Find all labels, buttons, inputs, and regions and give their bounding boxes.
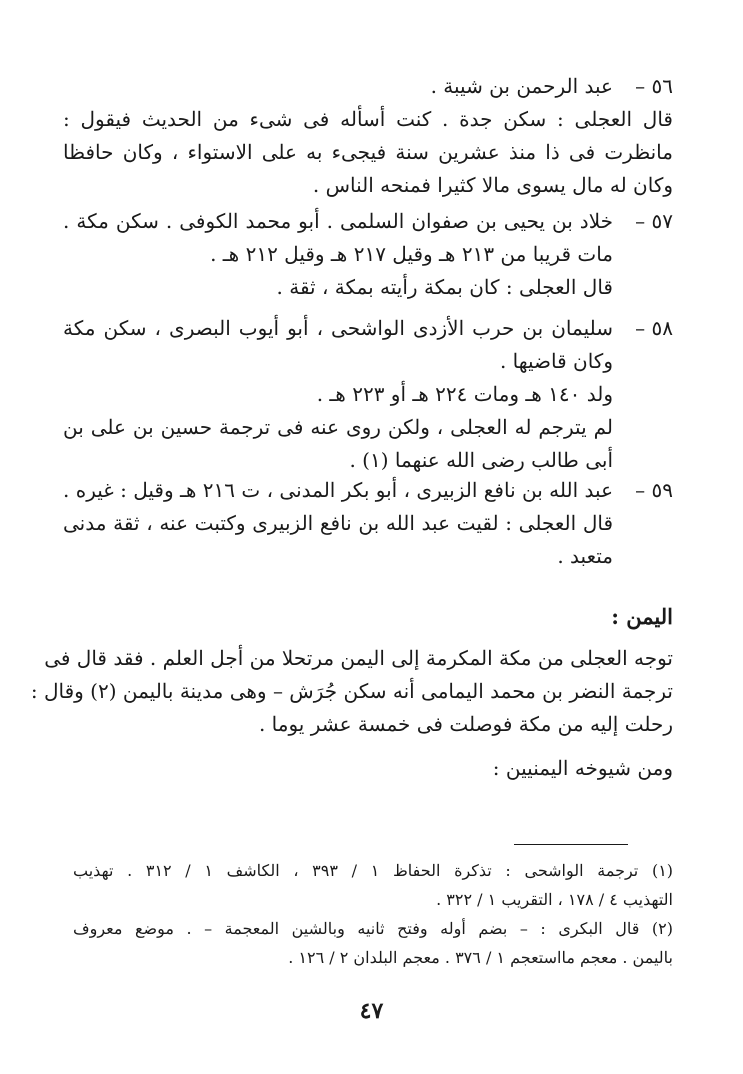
entry-line: وكان له مال يسوى مالا كثيرا فمنحه الناس . xyxy=(312,173,673,197)
footnote-line: (٢) قال البكرى : – بضم أوله وفتح ثانيه وبالشين المعجمة – . موضع معروف xyxy=(73,919,673,938)
section-paragraph xyxy=(30,642,673,741)
entry-56 xyxy=(63,70,673,103)
entry-body xyxy=(63,474,613,573)
entry-line: مانظرت فى ذا منذ عشرين سنة فيجىء به على الاستواء ، وكان حافظا xyxy=(63,140,673,164)
entry-line: سليمان بن حرب الأزدى الواشحى ، أبو أيوب البصرى ، سكن مكة xyxy=(63,316,613,340)
entry-body xyxy=(63,312,613,477)
entry-line: خلاد بن يحيى بن صفوان السلمى . أبو محمد الكوفى . سكن مكة . xyxy=(63,209,613,233)
paragraph-line: ومن شيوخه اليمنيين : xyxy=(492,756,673,780)
footnotes xyxy=(73,856,673,972)
entry-number: ٥٨ – xyxy=(635,316,673,340)
entry-line: عبد الرحمن بن شيبة . xyxy=(430,74,613,98)
entry-line: وكان قاضيها . xyxy=(499,349,613,373)
entry-number: ٥٩ – xyxy=(635,478,673,502)
footnote-rule xyxy=(514,844,628,845)
paragraph-line: توجه العجلى من مكة المكرمة إلى اليمن مرتحلا من أجل العلم . فقد قال فى xyxy=(44,646,673,670)
section-heading: اليمن : xyxy=(611,604,673,629)
page-number: ٤٧ xyxy=(359,998,384,1024)
entry-59 xyxy=(63,474,673,573)
entry-line: أبى طالب رضى الله عنهما (١) . xyxy=(349,448,613,472)
entry-58 xyxy=(63,312,673,477)
entry-line: قال العجلى : سكن جدة . كنت أسأله فى شىء من الحديث فيقول : xyxy=(63,107,673,131)
entry-56-body xyxy=(63,103,673,202)
entry-number: ٥٦ – xyxy=(635,74,673,98)
entry-line: قال العجلى : لقيت عبد الله بن نافع الزبيرى وكتبت عنه ، ثقة مدنى xyxy=(63,511,613,535)
entry-body xyxy=(63,205,613,304)
entry-57 xyxy=(63,205,673,304)
section-subline xyxy=(78,752,673,785)
entry-line: قال العجلى : كان بمكة رأيته بمكة ، ثقة . xyxy=(276,275,613,299)
paragraph-line: رحلت إليه من مكة فوصلت فى خمسة عشر يوما . xyxy=(258,712,673,736)
entry-line: ولد ١٤٠ هـ ومات ٢٢٤ هـ أو ٢٢٣ هـ . xyxy=(316,382,613,406)
entry-body xyxy=(63,70,613,103)
footnote-line: (١) ترجمة الواشحى : تذكرة الحفاظ ١ / ٣٩٣ ، الكاشف ١ / ٣١٢ . تهذيب xyxy=(73,861,674,880)
entry-line: عبد الله بن نافع الزبيرى ، أبو بكر المدنى ، ت ٢١٦ هـ وقيل : غيره . xyxy=(63,478,613,502)
paragraph-line: ترجمة النضر بن محمد اليمامى أنه سكن جُرَش – وهى مدينة باليمن (٢) وقال : xyxy=(30,679,673,703)
entry-number: ٥٧ – xyxy=(635,209,673,233)
footnote-line: باليمن . معجم مااستعجم ١ / ٣٧٦ . معجم البلدان ٢ / ١٢٦ . xyxy=(288,948,673,967)
entry-line: مات قريبا من ٢١٣ هـ وقيل ٢١٧ هـ وقيل ٢١٢ هـ . xyxy=(210,242,613,266)
footnote-line: التهذيب ٤ / ١٧٨ ، التقريب ١ / ٣٢٢ . xyxy=(436,890,673,909)
entry-line: متعبد . xyxy=(557,544,613,568)
entry-line: لم يترجم له العجلى ، ولكن روى عنه فى ترجمة حسين بن على بن xyxy=(63,415,613,439)
